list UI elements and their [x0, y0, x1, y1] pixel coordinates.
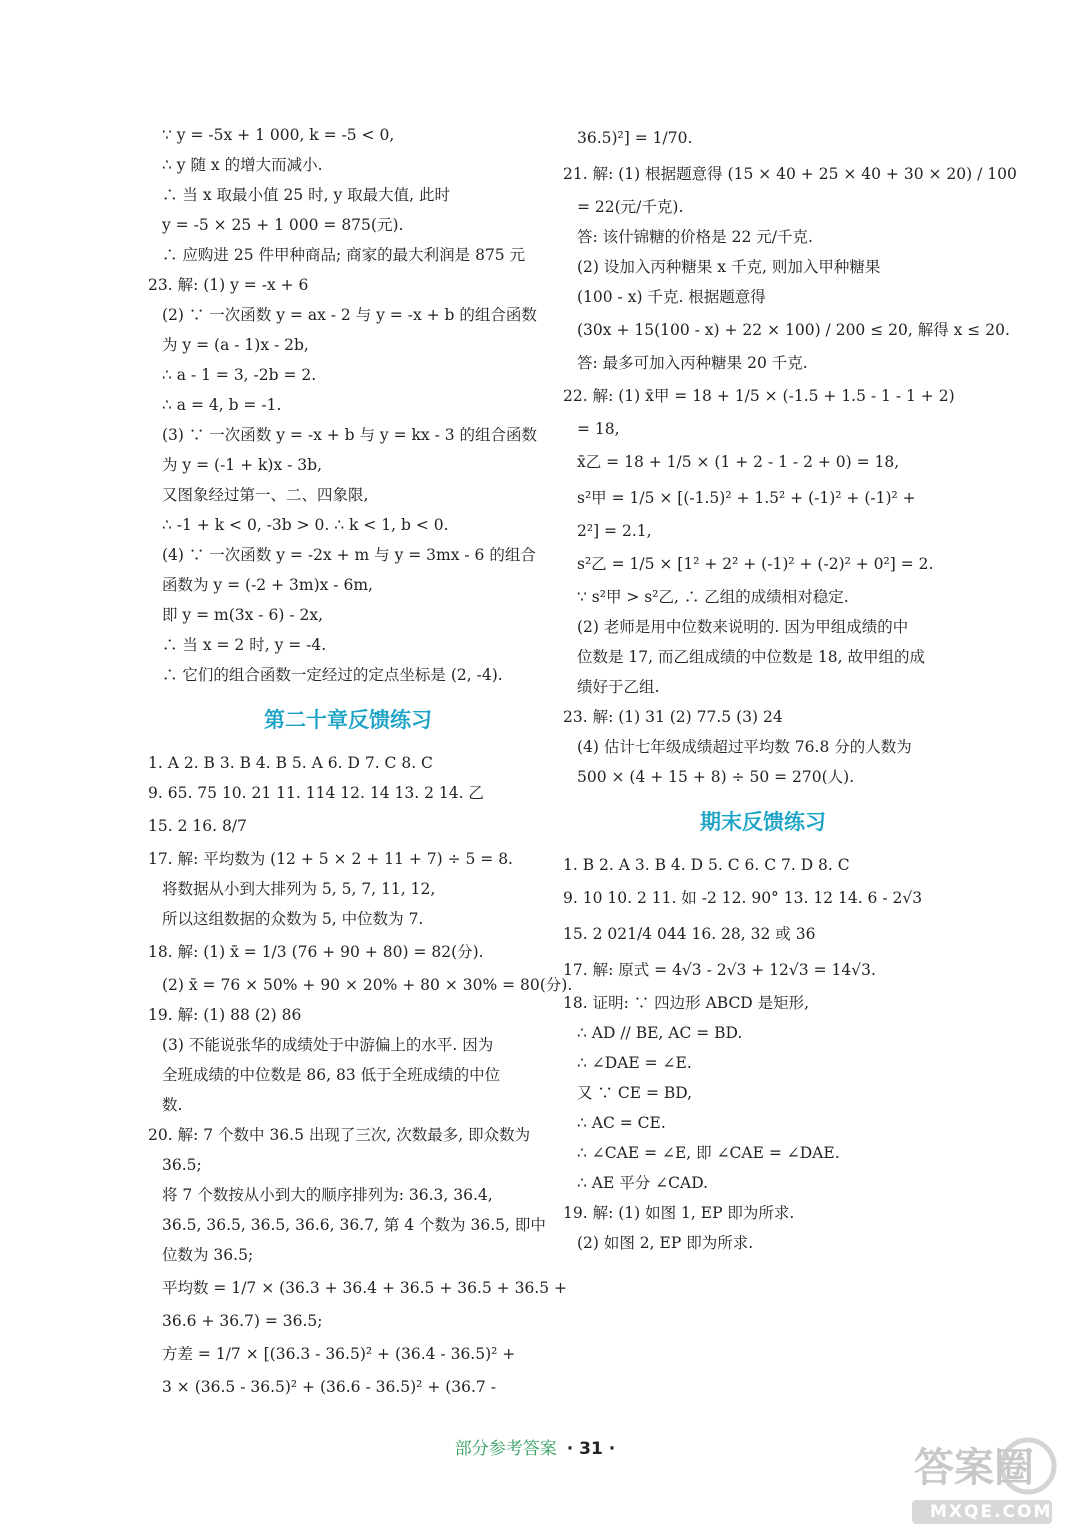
right-column: [563, 120, 1017, 1258]
text-line: 23. 解: (1) y = -x + 6: [148, 276, 309, 294]
text-line: 18. 解: (1) x̄ = 1/3 (76 + 90 + 80) = 82(分).: [148, 943, 484, 961]
text-line: 9. 65. 75 10. 21 11. 114 12. 14 13. 2 14. 乙: [148, 784, 484, 802]
text-line: 又图象经过第一、二、四象限,: [162, 486, 369, 504]
text-line: 平均数 = 1/7 × (36.3 + 36.4 + 36.5 + 36.5 + 36.5 +: [162, 1279, 568, 1297]
text-line: 36.5)²] = 1/70.: [577, 129, 693, 147]
text-line: 即 y = m(3x - 6) - 2x,: [162, 606, 323, 624]
text-line: 17. 解: 平均数为 (12 + 5 × 2 + 11 + 7) ÷ 5 = 8.: [148, 850, 513, 868]
section-heading-chapter-20: 第二十章反馈练习: [264, 708, 432, 732]
text-line: y = -5 × 25 + 1 000 = 875(元).: [162, 216, 404, 234]
text-line: ∴ 它们的组合函数一定经过的定点坐标是 (2, -4).: [162, 666, 503, 684]
text-line: ∴ -1 + k < 0, -3b > 0. ∴ k < 1, b < 0.: [162, 516, 449, 534]
text-line: s²乙 = 1/5 × [1² + 2² + (-1)² + (-2)² + 0²] = 2.: [577, 555, 934, 573]
text-line: ∴ a - 1 = 3, -2b = 2.: [162, 366, 317, 384]
text-line: ∵ y = -5x + 1 000, k = -5 < 0,: [162, 126, 395, 144]
text-line: ∴ y 随 x 的增大而减小.: [162, 156, 323, 174]
left-column: [148, 120, 573, 1402]
text-line: (2) 设加入丙种糖果 x 千克, 则加入甲种糖果: [577, 258, 881, 276]
text-line: 19. 解: (1) 如图 1, EP 即为所求.: [563, 1204, 795, 1222]
text-line: 为 y = (-1 + k)x - 3b,: [162, 456, 322, 474]
left-lines-b: [148, 748, 573, 1402]
text-line: 21. 解: (1) 根据题意得 (15 × 40 + 25 × 40 + 30 × 20) / 100: [563, 165, 1017, 183]
text-line: 所以这组数据的众数为 5, 中位数为 7.: [162, 910, 424, 928]
text-line: 22. 解: (1) x̄甲 = 18 + 1/5 × (-1.5 + 1.5 - 1 - 1 + 2): [563, 387, 955, 405]
text-line: x̄乙 = 18 + 1/5 × (1 + 2 - 1 - 2 + 0) = 18,: [577, 453, 900, 471]
text-line: 将 7 个数按从小到大的顺序排列为: 36.3, 36.4,: [162, 1186, 493, 1204]
text-line: 500 × (4 + 15 + 8) ÷ 50 = 270(人).: [577, 768, 855, 786]
text-line: 位数为 36.5;: [162, 1246, 254, 1264]
section-heading-final: 期末反馈练习: [700, 810, 826, 834]
text-line: = 22(元/千克).: [577, 198, 684, 216]
text-line: (4) 估计七年级成绩超过平均数 76.8 分的人数为: [577, 738, 912, 756]
footer-label: 部分参考答案: [454, 1439, 557, 1459]
text-line: ∴ a = 4, b = -1.: [162, 396, 282, 414]
right-lines-a: [563, 120, 1017, 792]
text-line: (3) 不能说张华的成绩处于中游偏上的水平. 因为: [162, 1036, 494, 1054]
text-line: 36.5;: [162, 1156, 202, 1174]
text-line: = 18,: [577, 420, 620, 438]
text-line: (100 - x) 千克. 根据题意得: [577, 288, 766, 306]
text-line: (3) ∵ 一次函数 y = -x + b 与 y = kx - 3 的组合函数: [162, 426, 538, 444]
text-line: (2) 如图 2, EP 即为所求.: [577, 1234, 754, 1252]
page-number: · 31 ·: [566, 1439, 616, 1459]
text-line: 18. 证明: ∵ 四边形 ABCD 是矩形,: [563, 994, 810, 1012]
text-line: 将数据从小到大排列为 5, 5, 7, 11, 12,: [162, 880, 436, 898]
text-line: 36.6 + 36.7) = 36.5;: [162, 1312, 323, 1330]
text-line: (2) 老师是用中位数来说明的. 因为甲组成绩的中: [577, 618, 909, 636]
text-line: (2) x̄ = 76 × 50% + 90 × 20% + 80 × 30% = 80(分).: [162, 976, 573, 994]
text-line: 3 × (36.5 - 36.5)² + (36.6 - 36.5)² + (36.7 -: [162, 1378, 496, 1396]
text-line: 20. 解: 7 个数中 36.5 出现了三次, 次数最多, 即众数为: [148, 1126, 531, 1144]
text-line: 1. B 2. A 3. B 4. D 5. C 6. C 7. D 8. C: [563, 856, 850, 874]
text-line: 2²] = 2.1,: [577, 522, 652, 540]
text-line: ∴ AC = CE.: [577, 1114, 666, 1132]
text-line: ∴ 当 x 取最小值 25 时, y 取最大值, 此时: [162, 186, 450, 204]
text-line: ∴ 当 x = 2 时, y = -4.: [162, 636, 327, 654]
watermark-text-top: 答案圈: [914, 1445, 1034, 1491]
text-line: 19. 解: (1) 88 (2) 86: [148, 1006, 302, 1024]
text-line: ∴ AD // BE, AC = BD.: [577, 1024, 743, 1042]
text-line: 为 y = (a - 1)x - 2b,: [162, 336, 309, 354]
text-line: 数.: [162, 1096, 183, 1114]
text-line: 位数是 17, 而乙组成绩的中位数是 18, 故甲组的成: [577, 648, 926, 666]
text-line: 23. 解: (1) 31 (2) 77.5 (3) 24: [563, 708, 783, 726]
text-line: 函数为 y = (-2 + 3m)x - 6m,: [162, 576, 373, 594]
text-line: (2) ∵ 一次函数 y = ax - 2 与 y = -x + b 的组合函数: [162, 306, 537, 324]
text-line: 15. 2 16. 8/7: [148, 817, 247, 835]
text-line: 1. A 2. B 3. B 4. B 5. A 6. D 7. C 8. C: [148, 754, 433, 772]
text-line: s²甲 = 1/5 × [(-1.5)² + 1.5² + (-1)² + (-1)² +: [577, 489, 916, 507]
text-line: ∵ s²甲 > s²乙, ∴ 乙组的成绩相对稳定.: [577, 588, 849, 606]
text-line: 方差 = 1/7 × [(36.3 - 36.5)² + (36.4 - 36.5)² +: [162, 1345, 516, 1363]
text-line: 全班成绩的中位数是 86, 83 低于全班成绩的中位: [162, 1066, 501, 1084]
text-line: 答: 该什锦糖的价格是 22 元/千克.: [577, 228, 813, 246]
right-lines-b: [563, 850, 963, 1258]
text-line: ∴ 应购进 25 件甲种商品; 商家的最大利润是 875 元: [162, 246, 526, 264]
text-line: 又 ∵ CE = BD,: [577, 1084, 693, 1102]
text-line: (30x + 15(100 - x) + 22 × 100) / 200 ≤ 20, 解得 x ≤ 20.: [577, 321, 1010, 339]
text-line: 答: 最多可加入丙种糖果 20 千克.: [577, 354, 808, 372]
text-line: (4) ∵ 一次函数 y = -2x + m 与 y = 3mx - 6 的组合: [162, 546, 536, 564]
text-line: ∴ ∠DAE = ∠E.: [577, 1054, 692, 1072]
text-line: 17. 解: 原式 = 4√3 - 2√3 + 12√3 = 14√3.: [563, 961, 876, 979]
watermark-logo: [900, 1428, 1060, 1528]
left-lines-a: [148, 120, 548, 690]
text-line: 15. 2 021/4 044 16. 28, 32 或 36: [563, 925, 816, 943]
text-line: ∴ ∠CAE = ∠E, 即 ∠CAE = ∠DAE.: [577, 1144, 840, 1162]
text-line: 36.5, 36.5, 36.5, 36.6, 36.7, 第 4 个数为 36.5, 即中: [162, 1216, 546, 1234]
text-line: 9. 10 10. 2 11. 如 -2 12. 90° 13. 12 14. 6 - 2√3: [563, 889, 923, 907]
text-line: ∴ AE 平分 ∠CAD.: [577, 1174, 708, 1192]
text-line: 绩好于乙组.: [577, 678, 660, 696]
watermark-text-bottom: MXQE.COM: [930, 1502, 1053, 1522]
